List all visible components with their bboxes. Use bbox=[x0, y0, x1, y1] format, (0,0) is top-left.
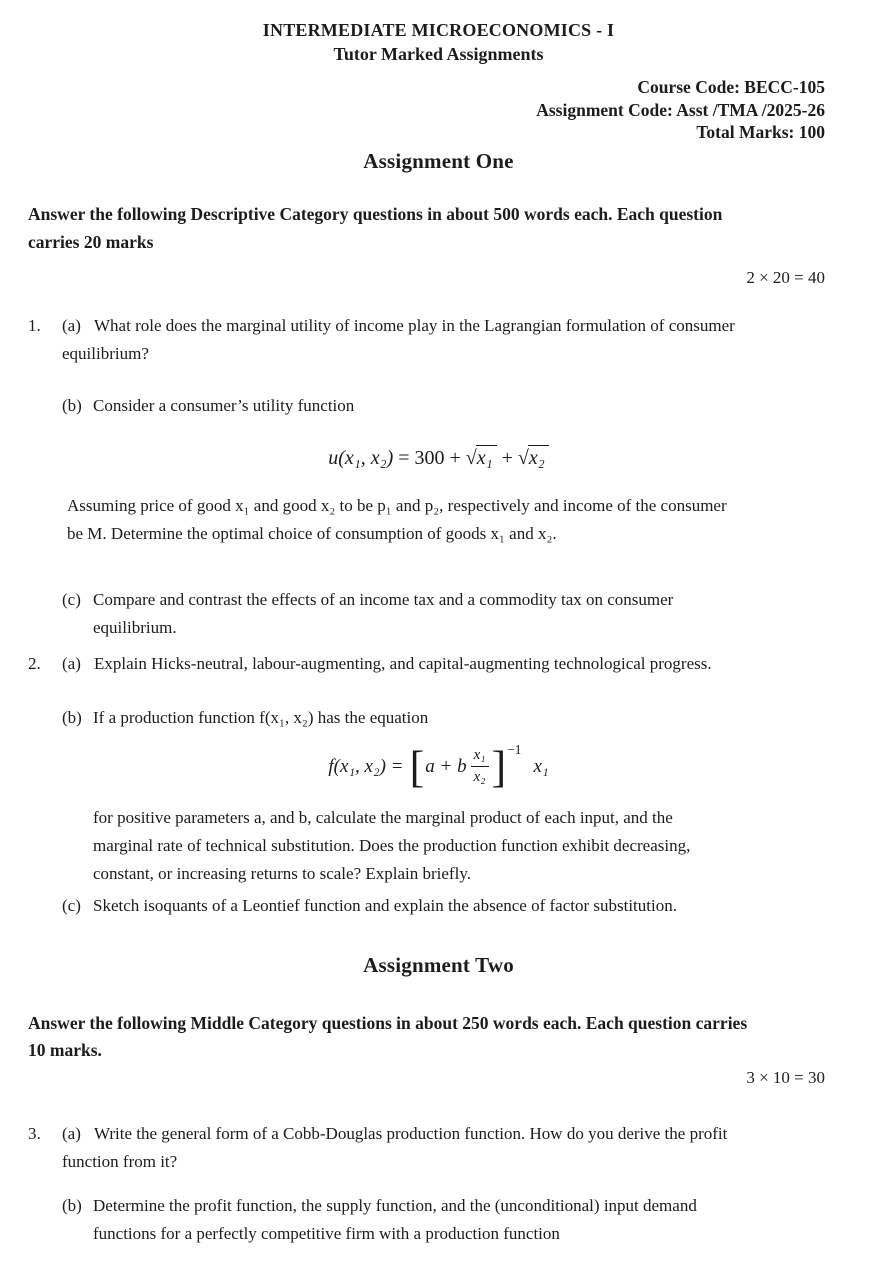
exponent: −1 bbox=[507, 741, 522, 757]
formula-lhs: f(x₁, x₂) bbox=[328, 755, 386, 777]
question-2b-detail bbox=[93, 804, 829, 888]
sqrt-term bbox=[518, 447, 549, 469]
question-text: Write the general form of a Cobb-Douglas production function. How do you derive the profit bbox=[94, 1123, 728, 1143]
question-letter: (b) bbox=[62, 707, 82, 727]
utility-function-formula bbox=[0, 440, 877, 476]
instruction-line: Answer the following Descriptive Category questions in about 500 words each. Each question bbox=[28, 203, 723, 224]
question-text: functions for a perfectly competitive firm with a production function bbox=[93, 1223, 560, 1243]
question-number: 1. bbox=[28, 315, 41, 335]
question-text: Explain Hicks-neutral, labour-augmenting, and capital-augmenting technological progress. bbox=[94, 653, 712, 673]
fraction-denominator: x₂ bbox=[473, 769, 486, 785]
radical-symbol: √ bbox=[517, 446, 529, 469]
question-text: equilibrium? bbox=[62, 343, 149, 363]
question-1b-detail bbox=[67, 492, 829, 548]
formula-inner: a + b bbox=[425, 755, 467, 777]
question-text: for positive parameters a, and b, calculate the marginal product of each input, and the bbox=[93, 807, 673, 827]
question-text: Compare and contrast the effects of an income tax and a commodity tax on consumer bbox=[93, 589, 674, 609]
question-3a bbox=[28, 1120, 829, 1176]
assignment-one-heading: Assignment One bbox=[363, 148, 514, 173]
question-letter: (a) bbox=[62, 653, 81, 673]
question-2a bbox=[28, 650, 829, 678]
question-letter: (a) bbox=[62, 1123, 81, 1143]
question-text: marginal rate of technical substitution. Does the production function exhibit decreasing, bbox=[93, 835, 691, 855]
production-function-formula bbox=[0, 736, 877, 798]
formula-tail: x₁ bbox=[533, 755, 549, 777]
question-letter: (c) bbox=[62, 895, 81, 915]
header-meta bbox=[0, 76, 825, 144]
assignment-code: Assignment Code: Asst /TMA /2025-26 bbox=[536, 99, 825, 120]
descriptive-instructions bbox=[28, 200, 822, 256]
question-text: constant, or increasing returns to scale? Explain briefly. bbox=[93, 863, 471, 883]
formula-operator: = bbox=[391, 755, 403, 777]
question-letter: (c) bbox=[62, 589, 81, 609]
sqrt-argument: x₂ bbox=[528, 445, 549, 469]
question-1b bbox=[62, 392, 829, 420]
question-text: What role does the marginal utility of income play in the Lagrangian formulation of consumer bbox=[94, 315, 735, 335]
radical-symbol: √ bbox=[465, 446, 477, 469]
question-text: If a production function f(x₁, x₂) has the equation bbox=[93, 707, 429, 727]
formula-lhs: u(x₁, x₂) bbox=[328, 446, 394, 469]
instruction-line: Answer the following Middle Category questions in about 250 words each. Each question carries bbox=[28, 1012, 748, 1033]
question-number: 2. bbox=[28, 653, 41, 673]
fraction bbox=[471, 746, 489, 787]
course-subtitle: Tutor Marked Assignments bbox=[333, 44, 544, 64]
instruction-line: carries 20 marks bbox=[28, 231, 154, 252]
question-text: be M. Determine the optimal choice of consumption of goods x₁ and x₂. bbox=[67, 523, 557, 543]
question-1c bbox=[62, 586, 829, 642]
middle-instructions bbox=[28, 1010, 822, 1064]
sqrt-term bbox=[466, 447, 497, 469]
marks-equation-two: 3 × 10 = 30 bbox=[746, 1067, 825, 1087]
question-number: 3. bbox=[28, 1123, 41, 1143]
assignment-two-heading: Assignment Two bbox=[363, 952, 514, 977]
formula-operator: = 300 + bbox=[393, 446, 466, 469]
instruction-line: 10 marks. bbox=[28, 1039, 102, 1060]
fraction-numerator: x₁ bbox=[471, 746, 489, 767]
question-2c bbox=[62, 892, 829, 920]
sqrt-argument: x₁ bbox=[476, 445, 497, 469]
question-letter: (a) bbox=[62, 315, 81, 335]
question-text: Consider a consumer’s utility function bbox=[93, 395, 355, 415]
question-1a bbox=[28, 312, 829, 368]
question-text: Assuming price of good x₁ and good x₂ to be p₁ and p₂, respectively and income of the consumer bbox=[67, 495, 727, 515]
question-text: equilibrium. bbox=[93, 617, 177, 637]
course-title: INTERMEDIATE MICROECONOMICS - I bbox=[262, 20, 615, 40]
course-code: Course Code: BECC-105 bbox=[637, 77, 825, 97]
question-text: function from it? bbox=[62, 1151, 178, 1171]
marks-equation-one: 2 × 20 = 40 bbox=[746, 267, 825, 287]
total-marks: Total Marks: 100 bbox=[696, 122, 825, 142]
question-text: Sketch isoquants of a Leontief function and explain the absence of factor substitution. bbox=[93, 895, 677, 915]
question-3b bbox=[62, 1192, 829, 1248]
question-letter: (b) bbox=[62, 395, 82, 415]
question-letter: (b) bbox=[62, 1195, 82, 1215]
question-text: Determine the profit function, the supply function, and the (unconditional) input demand bbox=[93, 1195, 697, 1215]
formula-operator: + bbox=[496, 446, 518, 469]
close-bracket: ] bbox=[491, 741, 507, 791]
question-2b bbox=[62, 704, 829, 732]
open-bracket: [ bbox=[409, 741, 425, 791]
